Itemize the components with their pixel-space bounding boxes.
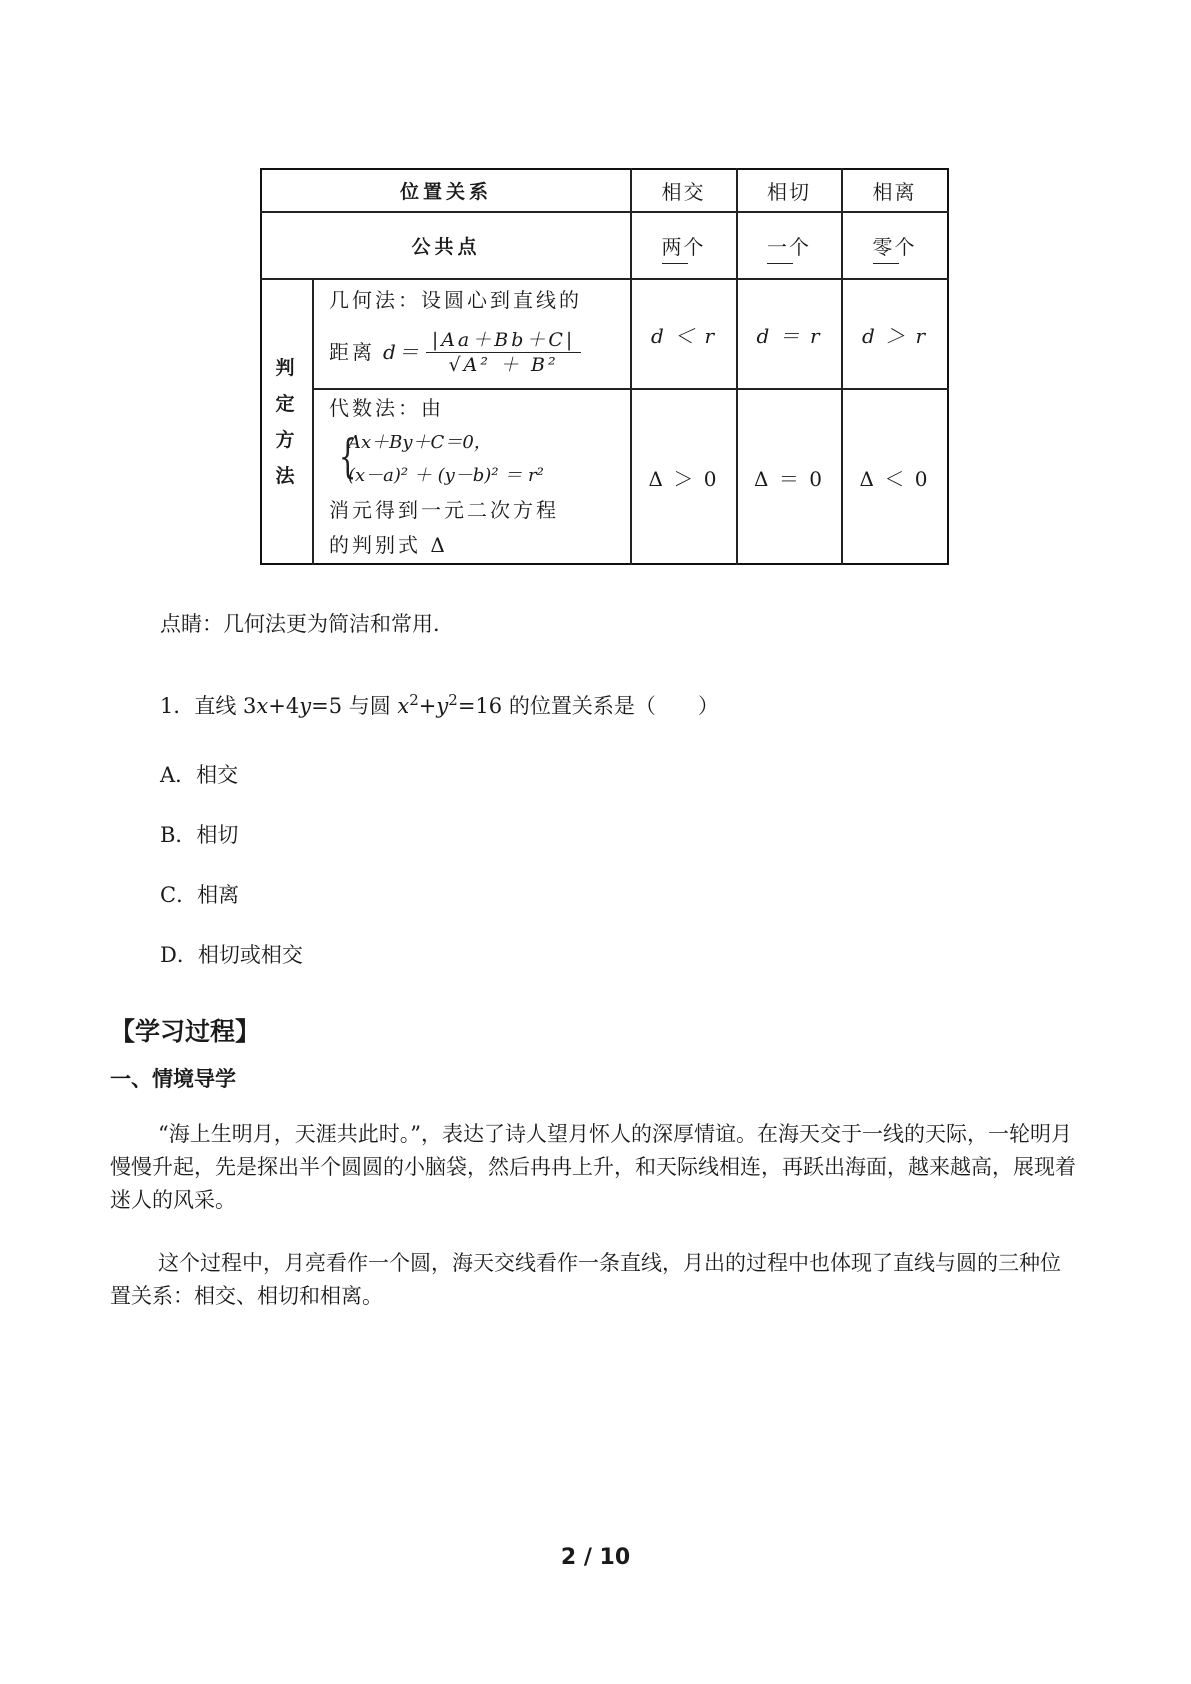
common-points-value: 两个 (662, 231, 706, 260)
geometric-method-formula (329, 328, 581, 377)
fraction-numerator: |Aa＋Bb＋C| (426, 328, 582, 353)
algebraic-method-line1: 代数法：由 (329, 396, 444, 420)
var-y: y (299, 694, 312, 718)
distance-label: 距离 (329, 340, 375, 364)
common-points-label: 公共点 (411, 235, 481, 258)
common-points-value: 零个 (873, 231, 917, 260)
method-label-char: 定 (275, 393, 295, 415)
method-label-char: 法 (275, 465, 295, 487)
geometric-result-tangent: d ＝ r (756, 323, 822, 348)
common-points-tangent (737, 212, 841, 278)
exponent: 2 (409, 691, 419, 709)
option-b: B．相切 (160, 823, 239, 847)
algebraic-result-intersect: Δ ＞ 0 (648, 466, 719, 491)
method-label-char: 方 (275, 429, 295, 451)
section-title: 【学习过程】 (110, 1017, 261, 1046)
option-d: D．相切或相交 (160, 943, 303, 967)
option-a: A．相交 (160, 763, 239, 787)
system-eq2: (x－a)² ＋ (y－b)² ＝ r² (348, 465, 544, 486)
var-y2: y (436, 694, 449, 718)
geometric-result-intersect: d ＜ r (650, 323, 717, 348)
algebraic-method-line4: 消元得到一元二次方程 (329, 498, 559, 522)
algebraic-result-separate: Δ ＜ 0 (859, 466, 930, 491)
note-text: 点睛：几何法更为简洁和常用． (160, 612, 454, 636)
system-brace: { (338, 429, 357, 483)
d-equals: d＝ (383, 340, 422, 364)
question-1 (160, 690, 719, 720)
common-points-value: 一个 (767, 231, 811, 260)
distance-fraction (426, 328, 582, 377)
algebraic-method-line5: 的判别式 Δ (329, 533, 448, 557)
common-points-separate (842, 212, 947, 278)
paragraph-1: “海上生明月，天涯共此时。”，表达了诗人望月怀人的深厚情谊。在海天交于一线的天际，一轮明月慢慢升起，先是探出半个圆圆的小脑袋，然后冉冉上升，和天际线相连，再跃出海面，越来越高，展现着迷人的风采。 (110, 1122, 1076, 1212)
method-label-char: 判 (275, 357, 295, 379)
page-number: 2 / 10 (560, 1545, 631, 1570)
header-separate: 相离 (872, 180, 917, 204)
header-intersect: 相交 (661, 180, 706, 204)
exponent: 2 (448, 691, 458, 709)
question-part: +4 (268, 694, 300, 718)
common-points-intersect (631, 212, 736, 278)
table-rule (312, 278, 314, 565)
var-x: x (256, 694, 269, 718)
system-eq1: Ax＋By＋C＝0， (348, 432, 492, 453)
header-relation-label: 位置关系 (399, 181, 492, 203)
paragraph-2: 这个过程中，月亮看作一个圆，海天交线看作一条直线，月出的过程中也体现了直线与圆的三种位置关系：相交、相切和相离。 (110, 1251, 1061, 1308)
geometric-result-separate: d ＞ r (861, 323, 928, 348)
question-part: + (418, 694, 437, 718)
subsection-title: 一、情境导学 (110, 1067, 236, 1091)
header-tangent: 相切 (767, 180, 811, 204)
question-part: =5 与圆 (311, 694, 398, 718)
var-x2: x (397, 694, 410, 718)
question-tail: =16 的位置关系是（ ） (457, 694, 719, 718)
geometric-method-line1: 几何法：设圆心到直线的 (329, 288, 582, 312)
fraction-denominator: √A² ＋ B² (448, 354, 559, 376)
method-label (273, 350, 297, 494)
question-number: 1．直线 3 (160, 694, 257, 718)
algebraic-result-tangent: Δ ＝ 0 (754, 466, 824, 491)
option-c: C．相离 (160, 883, 240, 907)
